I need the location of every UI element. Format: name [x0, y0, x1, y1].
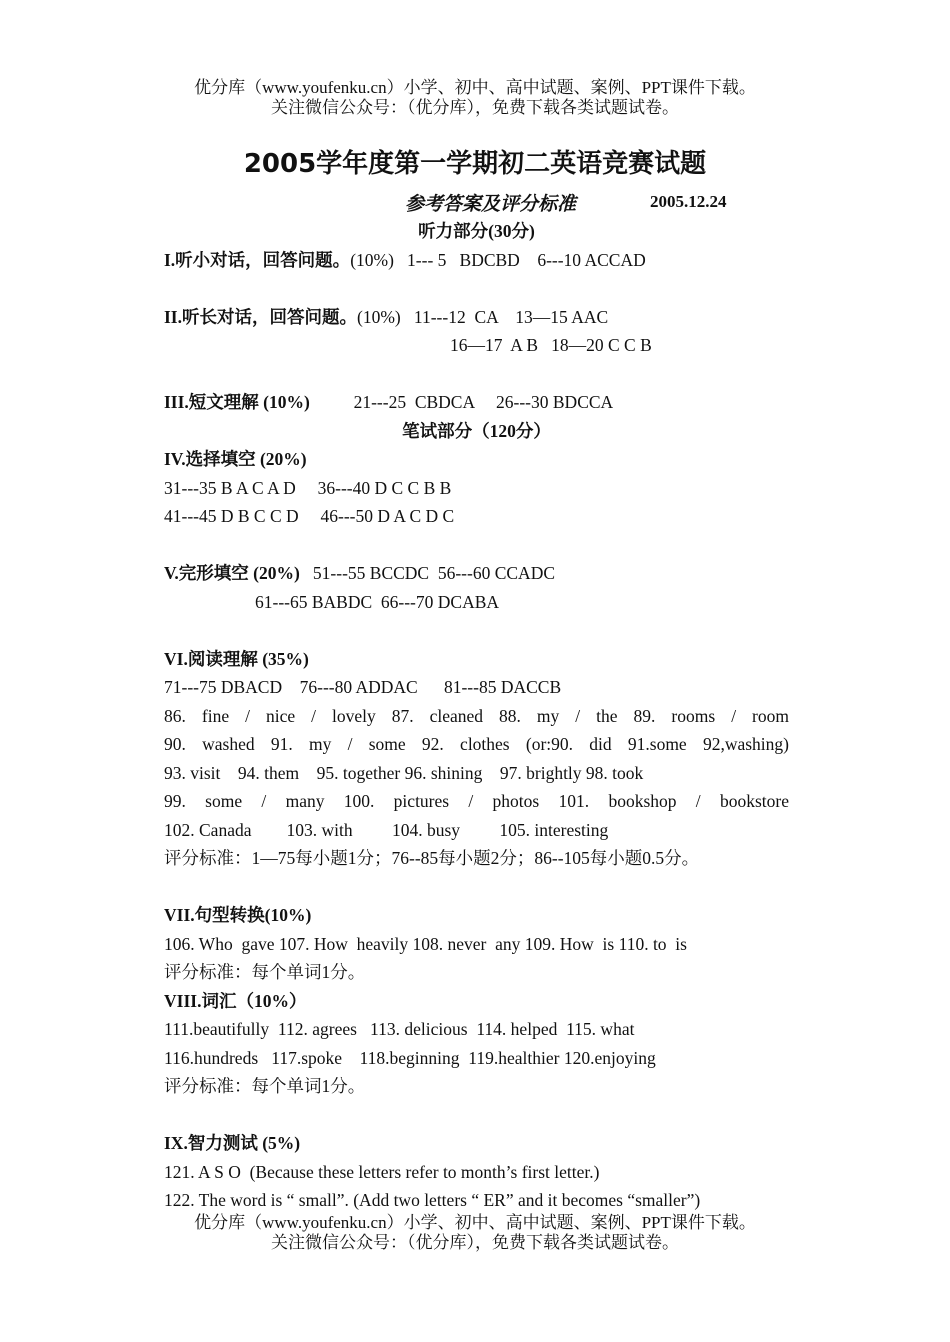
blank-line — [164, 873, 789, 902]
date: 2005.12.24 — [650, 192, 727, 211]
listening-heading: 听力部分(30分) — [418, 221, 535, 241]
section-2-text: (10%) 11---12 CA 13—15 AAC — [357, 306, 609, 327]
section-3-text: 21---25 CBDCA 26---30 BDCCA — [309, 392, 614, 412]
section-4-line-2: 41---45 D B C C D 46---50 D A C D C — [164, 506, 455, 526]
section-6-scoring: 评分标准：1—75每小题1分；76--85每小题2分；86--105每小题0.5分。 — [164, 848, 700, 868]
section-5-text: 51---55 BCCDC 56---60 CCADC — [299, 563, 556, 583]
blank-line — [164, 531, 789, 560]
blank-line — [164, 274, 789, 303]
section-6-line-3: 90. washed 91. my / some 92. clothes (or:90. did 91.some 92,washing) — [164, 734, 789, 754]
section-9-line-2: 122. The word is “ small”. (Add two letters “ ER” and it becomes “smaller”) — [164, 1190, 701, 1210]
section-1-label: I.听小对话，回答问题。 — [164, 249, 351, 270]
footer-line-1: 优分库（www.youfenku.cn）小学、初中、高中试题、案例、PPT课件下载。 — [194, 1213, 756, 1232]
section-4-line-1: 31---35 B A C A D 36---40 D C C B B — [164, 477, 452, 498]
footer-line-2: 关注微信公众号：（优分库），免费下载各类试题试卷。 — [271, 1233, 679, 1252]
section-9-label: IX.智力测试 (5%) — [164, 1133, 301, 1153]
header-line-2: 关注微信公众号：（优分库），免费下载各类试题试卷。 — [271, 98, 679, 117]
section-3 — [164, 388, 789, 417]
section-5-label: V.完形填空 (20%) — [164, 563, 300, 583]
section-2-label: II.听长对话，回答问题。 — [164, 306, 357, 327]
subtitle: 参考答案及评分标准 — [405, 194, 577, 215]
section-6-line-4: 93. visit 94. them 95. together 96. shining 97. brightly 98. took — [164, 762, 644, 783]
page-title: 2005学年度第一学期初二英语竞赛试题 — [243, 149, 707, 179]
section-5-line-2: 61---65 BABDC 66---70 DCABA — [255, 591, 500, 612]
blank-line — [164, 616, 789, 645]
section-8-label: VIII.词汇（10%） — [164, 990, 307, 1011]
section-6-line-1: 71---75 DBACD 76---80 ADDAC 81---85 DACCB — [164, 677, 562, 697]
section-1 — [164, 246, 789, 275]
section-6-line-2: 86. fine / nice / lovely 87. cleaned 88. my / the 89. rooms / room — [164, 705, 789, 726]
section-7-scoring: 评分标准：每个单词1分。 — [164, 962, 366, 982]
section-5 — [164, 559, 789, 588]
section-6-line-5: 99. some / many 100. pictures / photos 101. bookshop / bookstore — [164, 791, 789, 811]
section-2 — [164, 303, 789, 332]
blank-line — [164, 1101, 789, 1130]
section-6-line-6: 102. Canada 103. with 104. busy 105. interesting — [164, 819, 609, 840]
answer-content — [164, 217, 789, 1215]
section-9-line-1: 121. A S O (Because these letters refer to month’s first letter.) — [164, 1161, 600, 1182]
section-7-label: VII.句型转换(10%) — [164, 905, 312, 925]
section-6-label: VI.阅读理解 (35%) — [164, 648, 309, 669]
section-3-label: III.短文理解 (10%) — [164, 392, 310, 412]
section-7-line-1: 106. Who gave 107. How heavily 108. never any 109. How is 110. to is — [164, 933, 687, 954]
section-8-line-2: 116.hundreds 117.spoke 118.beginning 119.healthier 120.enjoying — [164, 1047, 656, 1068]
section-8-scoring: 评分标准：每个单词1分。 — [164, 1076, 366, 1096]
section-4-label: IV.选择填空 (20%) — [164, 449, 307, 469]
written-heading: 笔试部分（120分） — [402, 420, 551, 441]
section-8-line-1: 111.beautifully 112. agrees 113. delicious 114. helped 115. what — [164, 1019, 635, 1039]
header-line-1: 优分库（www.youfenku.cn）小学、初中、高中试题、案例、PPT课件下载。 — [194, 78, 756, 97]
blank-line — [164, 360, 789, 389]
section-1-text: (10%) 1--- 5 BDCBD 6---10 ACCAD — [350, 249, 646, 270]
section-2-line-2: 16—17 A B 18—20 C C B — [450, 335, 652, 355]
